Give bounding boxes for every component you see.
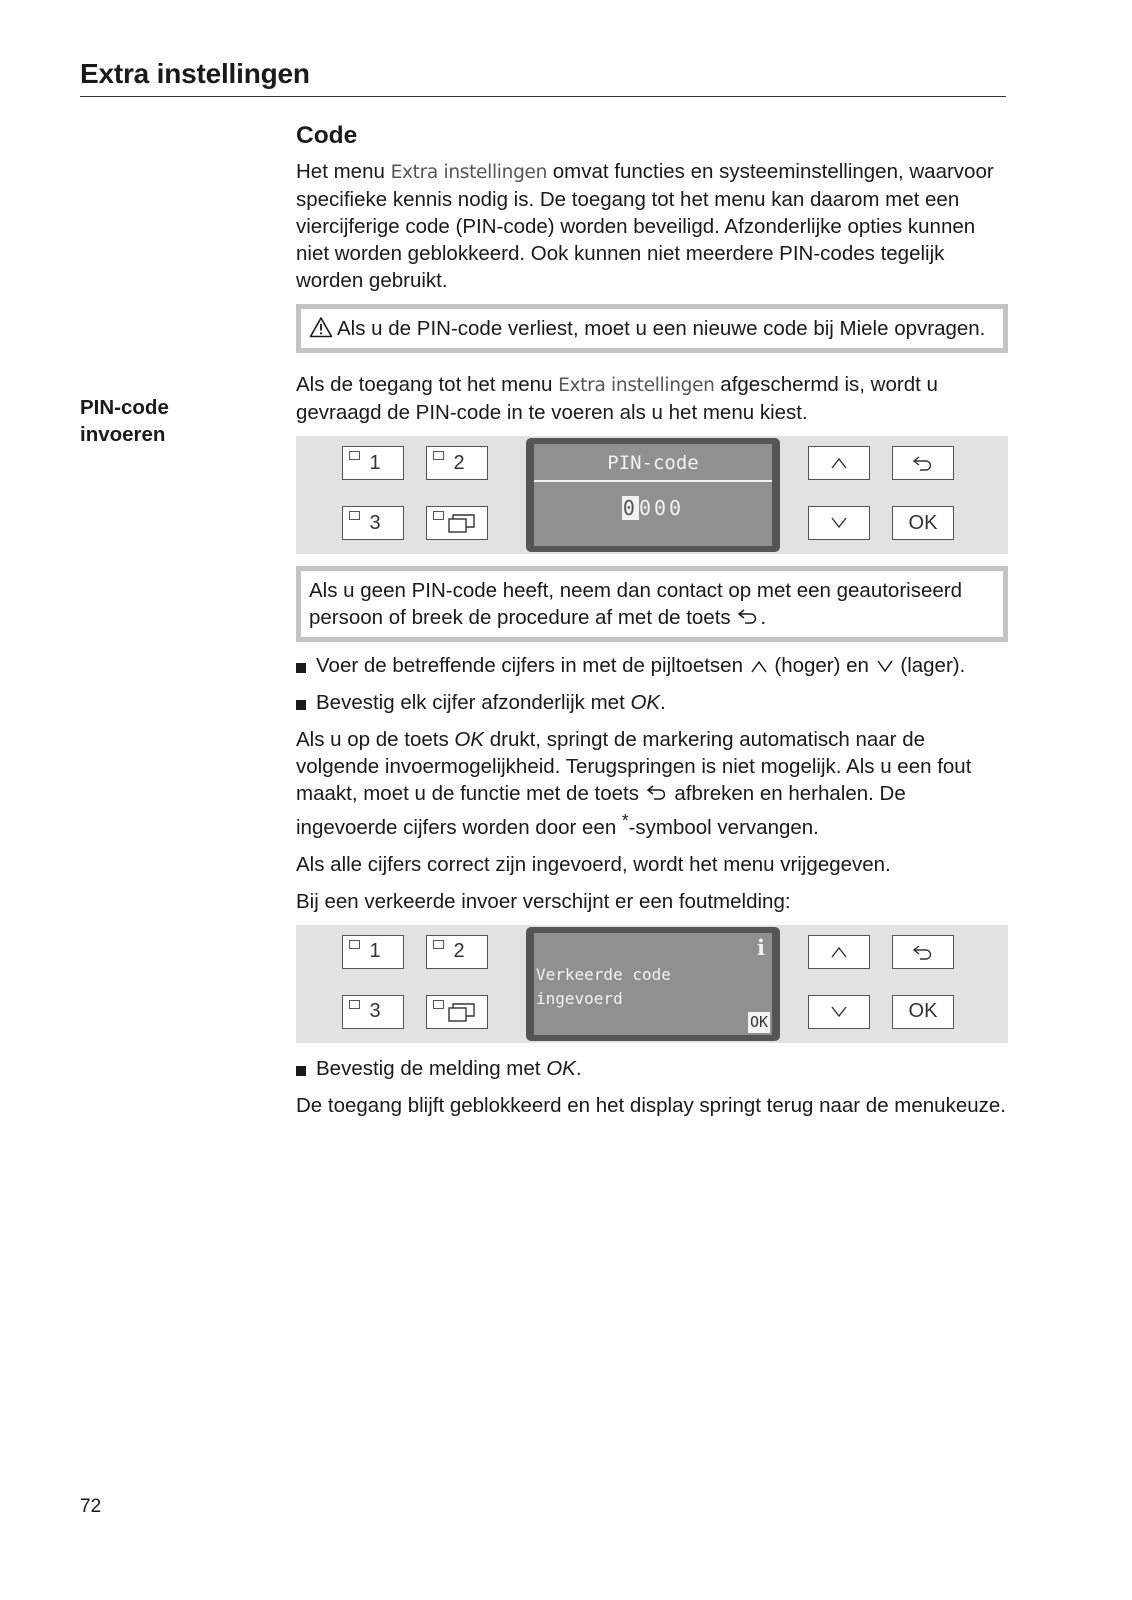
list-item [296,652,1008,679]
text: omvat functies en systeeminstellingen, waarvoor specifieke kennis nodig is. De toegang tot het menu kan daarom met een viercijferige code (PIN-code) worden beveiligd. Afzonderlijke opties kunnen niet worden geblokkeerd. Ook kunnen niet meerdere PIN-codes tegelijk worden gebruikt. [296,160,994,292]
ok-button[interactable] [892,506,954,540]
note-text: Als u geen PIN-code heeft, neem dan contact op met een geautoriseerd persoon of breek de procedure af met de toets [309,579,962,629]
text: afgeschermd is, wordt u gevraagd de PIN-code in te voeren als u het menu kiest. [296,373,938,424]
side-label-pin-code [80,394,280,448]
emphasis: OK [546,1056,576,1080]
button-label: 2 [453,451,465,474]
control-panel-error [296,925,1008,1043]
button-multi[interactable] [426,995,488,1029]
page-number: 72 [80,1496,102,1517]
error-message [536,963,671,1011]
warning-note [296,304,1008,353]
display-screen [534,444,772,546]
warning-triangle-icon [309,316,333,338]
text: Als de toegang tot het menu [296,373,559,396]
back-icon [736,608,760,626]
arrow-up-icon [829,945,849,959]
arrow-down-icon [829,516,849,530]
text: . [660,691,666,714]
button-2[interactable] [426,446,488,480]
paragraph-wrong-input: Bij een verkeerde invoer verschijnt er een foutmelding: [296,889,791,913]
display-screen [534,933,772,1035]
emphasis: OK [630,691,661,714]
text: . [760,606,767,629]
instruction-list-2 [296,1055,1008,1082]
multi-window-icon [447,1001,477,1023]
bullet-square [296,700,306,710]
display [526,927,780,1041]
multi-window-icon [447,512,477,534]
pin-intro [296,371,1008,426]
arrow-up-icon [749,658,769,674]
section-heading-code: Code [296,122,358,149]
button-label: 2 [453,940,465,963]
back-icon [911,455,935,471]
info-icon: i [757,934,765,960]
back-button[interactable] [892,446,954,480]
text: Als u op de toets [296,728,455,751]
menu-name: Extra instellingen [558,375,715,396]
led-indicator [433,451,444,460]
paragraph-ok-behaviour [296,726,1008,841]
button-label: 3 [369,1000,381,1023]
text: Bevestig de melding met [316,1056,547,1080]
ok-button[interactable] [892,995,954,1029]
arrow-down-button[interactable] [808,995,870,1029]
display-title: PIN-code [534,444,772,482]
arrow-up-icon [829,456,849,470]
button-multi[interactable] [426,506,488,540]
led-indicator [349,1000,360,1009]
warning-text: Als u de PIN-code verliest, moet u een nieuwe code bij Miele opvragen. [337,317,986,340]
button-label: 3 [369,511,381,534]
list-item [296,1055,1008,1082]
info-note [296,566,1008,642]
button-3[interactable] [342,506,404,540]
text: (lager). [900,654,966,677]
paragraph-unlocked: Als alle cijfers correct zijn ingevoerd, wordt het menu vrijgegeven. [296,852,891,876]
page-title: Extra instellingen [80,58,310,89]
text: -symbool vervangen. [628,815,819,839]
display-ok-label: OK [749,1012,768,1031]
button-3[interactable] [342,995,404,1029]
back-button[interactable] [892,935,954,969]
text: Het menu [296,160,391,183]
text: afbreken en herhalen. De ingevoerde cijfers worden door een [296,782,906,839]
code-intro [296,158,1008,294]
arrow-down-icon [829,1005,849,1019]
control-panel-pin [296,436,1008,554]
side-label-line-2: invoeren [80,423,166,446]
page-header [80,58,1006,97]
menu-name: Extra instellingen [390,162,548,183]
display [526,438,780,552]
emphasis: OK [454,728,485,751]
led-indicator [433,940,444,949]
back-icon [645,784,669,802]
text: . [575,1056,582,1080]
arrow-up-button[interactable] [808,935,870,969]
button-label: OK [908,511,938,534]
led-indicator [433,1000,444,1009]
list-item [296,689,1008,716]
button-label: 1 [369,451,381,474]
instruction-list-1 [296,652,1008,716]
back-icon [911,944,935,960]
bullet-square [296,663,306,673]
button-label: OK [908,1000,938,1023]
button-label: 1 [369,940,381,963]
arrow-down-button[interactable] [808,506,870,540]
pin-digits [534,496,772,520]
button-1[interactable] [342,446,404,480]
arrow-down-icon [875,658,895,674]
button-1[interactable] [342,935,404,969]
main-content [296,122,1008,1129]
error-line-2: ingevoerd [536,988,623,1008]
text: drukt, springt de markering automatisch naar de volgende invoermogelijkheid. Terugspringen is niet mogelijk. Als u een fout maakt, moet u de functie met de toets [296,728,972,805]
arrow-up-button[interactable] [808,446,870,480]
button-2[interactable] [426,935,488,969]
remaining-digits: 000 [638,496,685,520]
led-indicator [349,451,360,460]
text: Bevestig elk cijfer afzonderlijk met [316,691,631,714]
paragraph-blocked: De toegang blijft geblokkeerd en het display springt terug naar de menukeuze. [296,1093,1006,1117]
led-indicator [433,511,444,520]
asterisk: * [621,811,629,830]
error-line-1: Verkeerde code [536,964,671,984]
text: (hoger) en [774,654,869,677]
bullet-square [296,1066,306,1076]
text: Voer de betreffende cijfers in met de pijltoetsen [316,654,743,677]
led-indicator [349,940,360,949]
side-label-line-1: PIN-code [80,396,169,419]
active-digit: 0 [622,496,638,520]
led-indicator [349,511,360,520]
